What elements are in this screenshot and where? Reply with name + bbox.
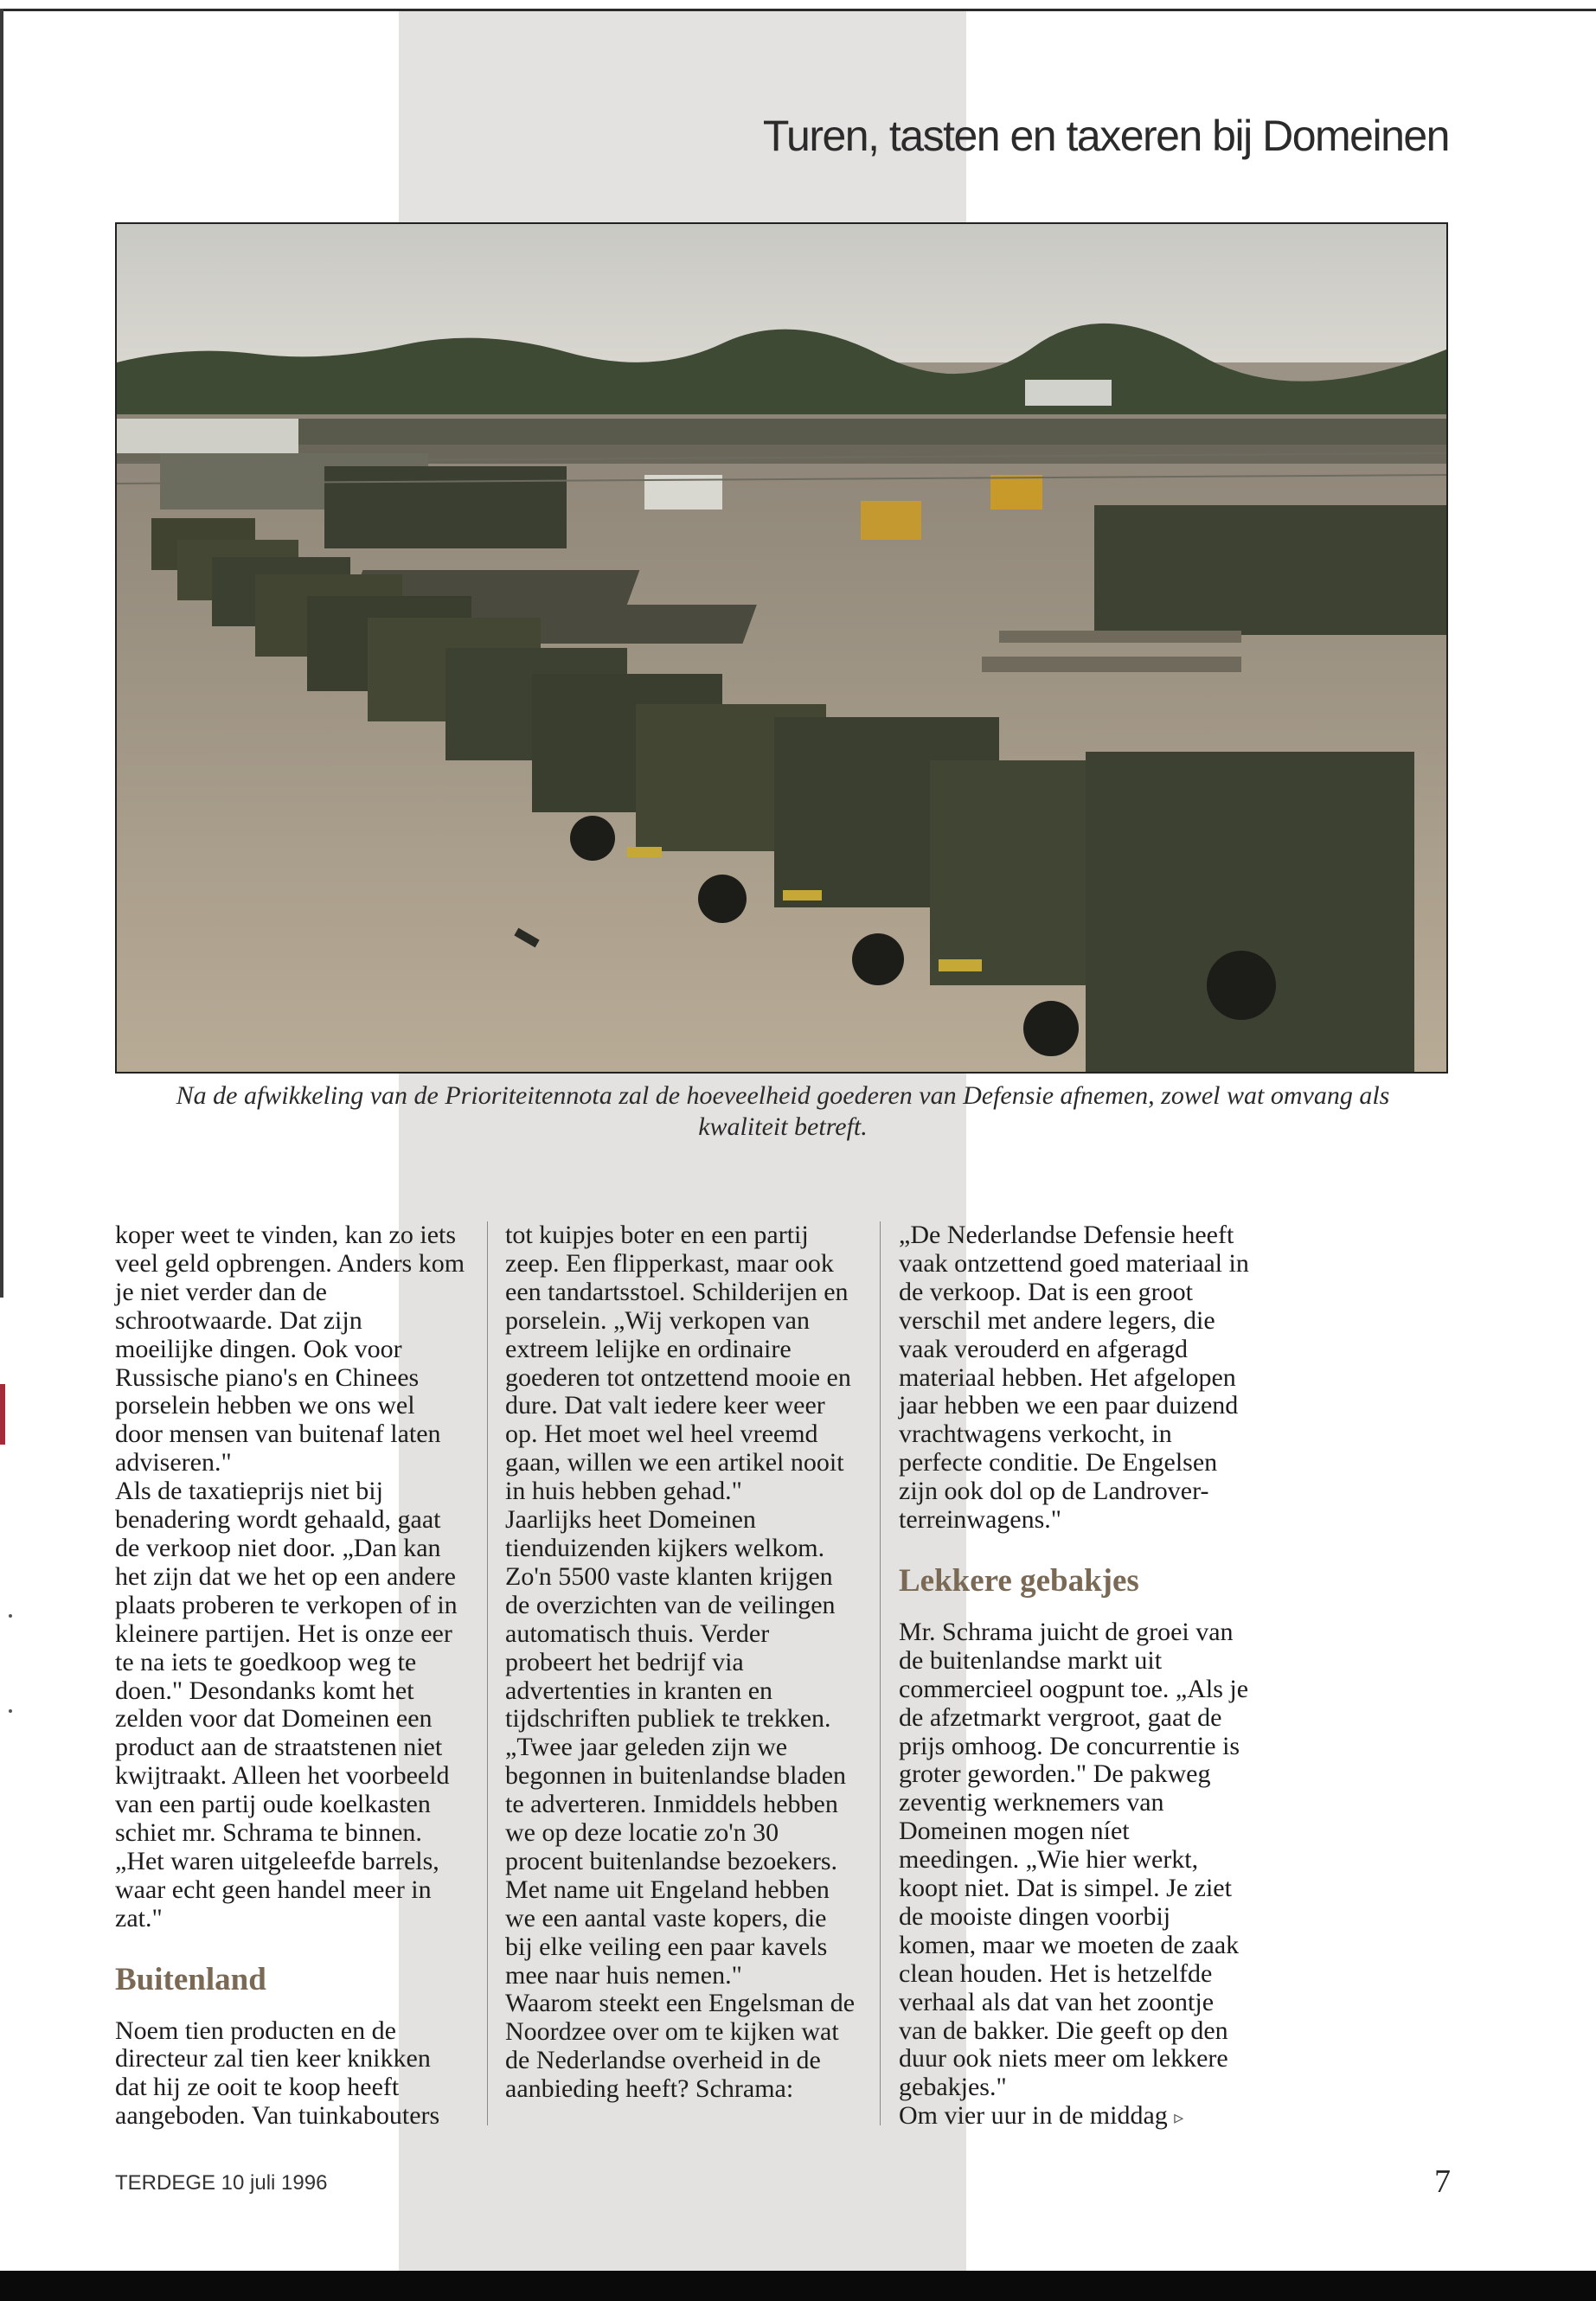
- footer-publication: TERDEGE 10 juli 1996: [115, 2171, 328, 2195]
- paragraph: Mr. Schrama juicht de groei van de buitenlandse markt uit commercieel oogpunt toe. „Als je de afzetmarkt vergroot, gaat de prijs omhoog. De concurrentie is groter geworden." De pakweg zeventig werknemers van Domeinen mogen níet meedingen. „Wie hier werkt, koopt niet. Dat is simpel. Je ziet de mooiste dingen voorbij komen, maar we moeten de zaak clean houden. Het is hetzelfde verhaal als dat van het zoontje van de bakker. Die geeft op den duur ook niets meer om lekkere gebakjes.": [899, 1617, 1249, 2102]
- paragraph: „De Nederlandse Defensie heeft vaak ontzettend goed materiaal in de verkoop. Dat is een groot verschil met andere legers, die vaak verouderd en afgeragd materiaal hebben. Het afgelopen jaar hebben we een paar duizend vrachtwagens verkocht, in perfecte conditie. De Engelsen zijn ook dol op de Landrover-terreinwagens.": [899, 1221, 1249, 1535]
- photo-illustration: [117, 224, 1446, 1072]
- subheading-lekkere-gebakjes: Lekkere gebakjes: [899, 1562, 1139, 1599]
- paragraph: Jaarlijks heet Domeinen tienduizenden kijkers welkom. Zo'n 5500 vaste klanten krijgen de overzichten van de veilingen automatisch thuis. Verder probeert het bedrijf via advertenties in kranten en tijdschriften publiek te trekken. „Twee jaar geleden zijn we begonnen in buitenlandse bladen te adverteren. Inmiddels hebben we op deze locatie zo'n 30 procent buitenlandse bezoekers. Met name uit Engeland hebben we een aantal vaste kopers, die bij elke veiling een paar kavels mee naar huis nemen.": [505, 1505, 847, 1990]
- column-divider: [487, 1221, 488, 2125]
- paragraph: koper weet te vinden, kan zo iets veel geld opbrengen. Anders kom je niet verder dan de schrootwaarde. Dat zijn moeilijke dingen. Ook voor Russische piano's en Chinees porselein hebben we ons wel door mensen van buitenaf laten adviseren.": [115, 1221, 465, 1477]
- paragraph: Waarom steekt een Engelsman de Noordzee over om te kijken wat de Nederlandse overheid in de aanbieding heeft? Schrama:: [505, 1989, 856, 2104]
- subheading-buitenland: Buitenland: [115, 1961, 266, 1997]
- paragraph: Als de taxatieprijs niet bij benadering wordt gehaald, gaat de verkoop niet door. „Dan kan het zijn dat we het op een andere plaats proberen te verkopen of in kleinere partijen. Het is onze eer te na iets te goedkoop weg te doen." Desondanks komt het zelden voor dat Domeinen een product aan de straatstenen niet kwijtraakt. Alleen het voorbeeld van een partij oude koelkasten schiet mr. Schrama te binnen. „Het waren uitgeleefde barrels, waar echt geen handel meer in zat.": [115, 1477, 458, 1932]
- article-column-3: [899, 1221, 1249, 2132]
- photo-caption: Na de afwikkeling van de Prioriteitennota zal de hoeveelheid goederen van Defensie afnemen, zowel wat omvang als kwaliteit betreft.: [176, 1081, 1390, 1141]
- page-header: Turen, tasten en taxeren bij Domeinen: [762, 112, 1449, 160]
- paragraph: tot kuipjes boter en een partij zeep. Een flipperkast, maar ook een tandartsstoel. Schilderijen en porselein. „Wij verkopen van extreem lelijke en ordinaire goederen tot ontzettend mooie en dure. Dat valt iedere keer weer op. Het moet wel heel vreemd gaan, willen we een artikel nooit in huis hebben gehad.": [505, 1221, 851, 1506]
- margin-dot: [9, 1709, 12, 1713]
- article-column-2: [505, 1221, 856, 2104]
- margin-dot: [9, 1614, 12, 1618]
- continue-arrow-icon: ▹: [1174, 2106, 1184, 2129]
- left-edge-rule: [0, 9, 3, 1298]
- paragraph: [899, 2102, 1249, 2132]
- military-vehicles-photo: [115, 222, 1448, 1074]
- bottom-bar: [0, 2271, 1596, 2301]
- article-column-1: [115, 1221, 465, 2131]
- paragraph: Noem tien producten en de directeur zal tien keer knikken dat hij ze ooit te koop heeft aangeboden. Van tuinkabouters: [115, 2016, 440, 2131]
- paragraph-text: Om vier uur in de middag: [899, 2101, 1168, 2131]
- page-number: 7: [1434, 2163, 1451, 2200]
- column-divider: [880, 1221, 881, 2125]
- left-edge-mark: [0, 1384, 5, 1445]
